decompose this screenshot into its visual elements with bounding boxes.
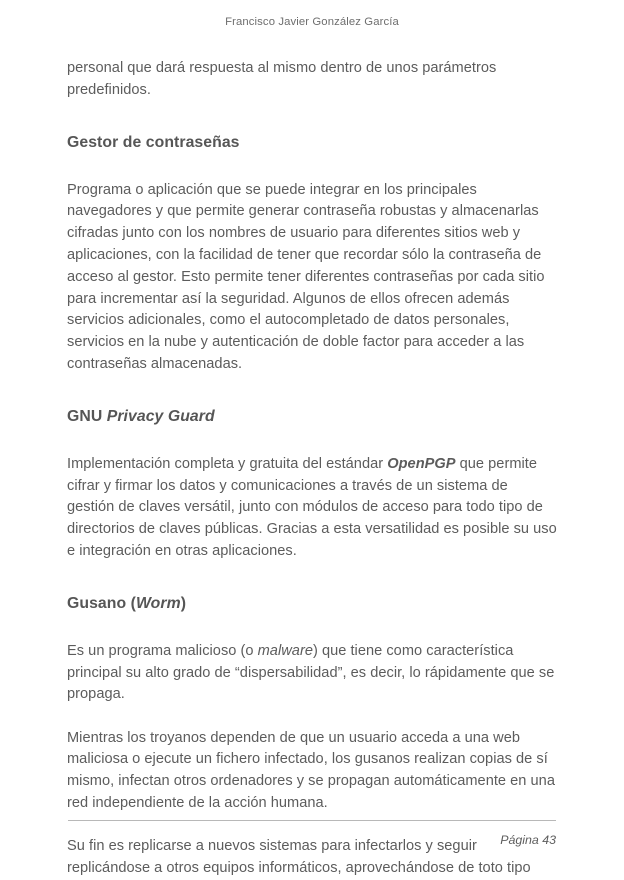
- heading-gusano-worm-run-0: Gusano (: [67, 594, 136, 612]
- paragraph-gnu-privacy-guard-run-1: OpenPGP: [387, 455, 456, 472]
- heading-gusano-worm-run-2: ): [180, 594, 187, 612]
- paragraph-gnu-privacy-guard-run-2: que permite cifrar y firmar los datos y comunicaciones a través de un sistema de gestión de claves versátil, junto con módulos de acceso para todo tipo de directorios de claves públicas. Gracias a esta versatilidad es posible su uso e integración en otras aplicaciones.: [67, 455, 557, 559]
- paragraph-gestor-de-contrasenas: [67, 180, 557, 376]
- footer-divider: [68, 820, 556, 821]
- paragraph-gestor-de-contrasenas-run-0: Programa o aplicación que se puede integrar en los principales navegadores y que permite generar contraseña robustas y almacenarlas cifradas junto con los nombres de usuario para diferentes sitios web y aplicaciones, con la facilidad de tener que recordar sólo la contraseña de acceso al gestor. Esto permite tener diferentes contraseñas por cada sitio para incrementar así la seguridad. Algunos de ellos ofrecen además servicios adicionales, como el autocompletado de datos personales, servicios en la nube y autenticación de doble factor para acceder a las contraseñas almacenadas.: [67, 181, 545, 372]
- paragraph-gusano-definicion: [67, 641, 557, 706]
- paragraph-continuation: [67, 58, 557, 102]
- heading-gusano-worm-run-1: Worm: [135, 594, 181, 612]
- paragraph-gusano-troyanos-run-0: Mientras los troyanos dependen de que un usuario acceda a una web maliciosa o ejecute un fichero infectado, los gusanos realizan copias de sí mismo, infectan otros ordenadores y se propagan automáticamente en una red independiente de la acción humana.: [67, 729, 555, 812]
- paragraph-gusano-definicion-run-0: Es un programa malicioso (o: [67, 642, 258, 659]
- heading-gestor-de-contrasenas: [67, 132, 557, 154]
- heading-gestor-de-contrasenas-run-0: Gestor de contraseñas: [67, 133, 240, 151]
- paragraph-gusano-definicion-run-1: malware: [257, 642, 313, 659]
- heading-gusano-worm: [67, 593, 557, 615]
- paragraph-gnu-privacy-guard-run-0: Implementación completa y gratuita del estándar: [67, 455, 388, 472]
- paragraph-gnu-privacy-guard: [67, 454, 557, 563]
- heading-gnu-privacy-guard-run-1: Privacy Guard: [106, 407, 215, 425]
- heading-gnu-privacy-guard-run-0: GNU: [67, 407, 107, 425]
- heading-gnu-privacy-guard: [67, 406, 557, 428]
- document-body: [67, 58, 557, 880]
- page-number: Página 43: [500, 833, 556, 847]
- paragraph-gusano-replicacion-run-0: Su fin es replicarse a nuevos sistemas para infectarlos y seguir replicándose a otros equipos informáticos, aprovechándose de toto tipo: [67, 838, 531, 877]
- paragraph-continuation-run-0: personal que dará respuesta al mismo dentro de unos parámetros predefinidos.: [67, 60, 497, 98]
- running-header-author: Francisco Javier González García: [225, 16, 399, 28]
- paragraph-gusano-troyanos: [67, 728, 557, 815]
- page-footer: [68, 820, 556, 848]
- paragraph-gusano-definicion-run-2: ) que tiene como característica principal su alto grado de “dispersabilidad”, es decir, lo rápidamente que se propaga.: [67, 642, 555, 703]
